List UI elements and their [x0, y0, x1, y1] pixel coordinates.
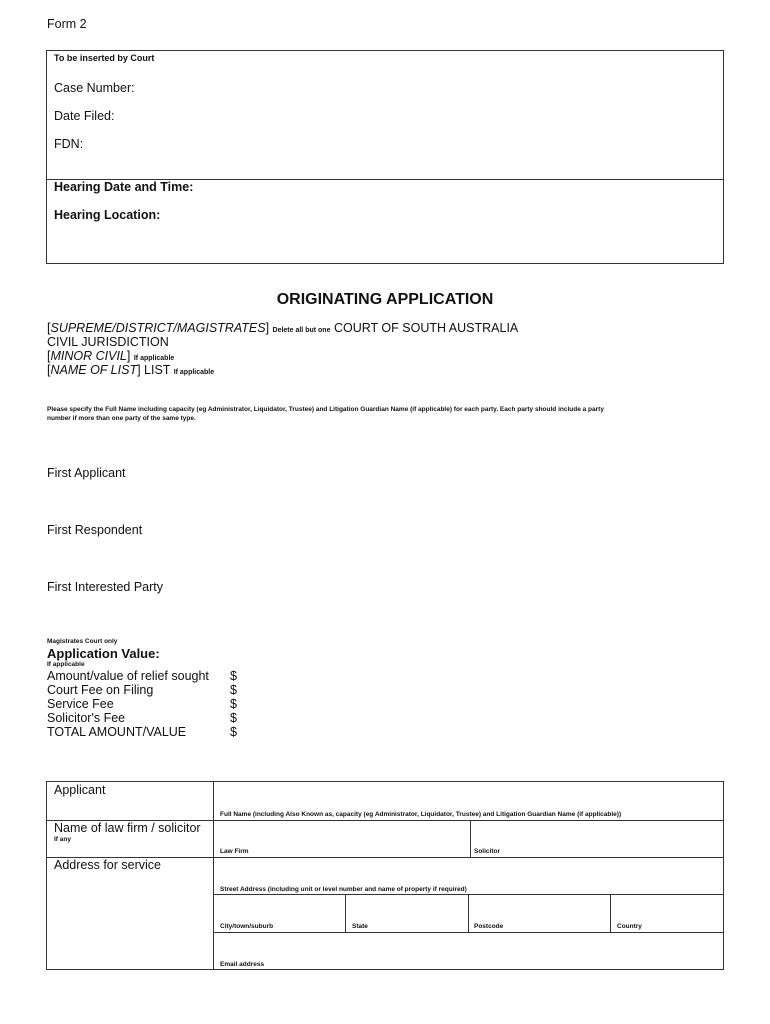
value-row-label: TOTAL AMOUNT/VALUE — [47, 725, 187, 739]
minor-civil-note: If applicable — [133, 355, 175, 362]
applicant-label: Applicant — [54, 783, 106, 797]
full-name-caption: Full Name (including Also Known as, capacity (eg Administrator, Liquidator, Trustee) and Litigation Guardian Name (if applicable)) — [220, 811, 622, 818]
court-options: SUPREME/DISTRICT/MAGISTRATES — [50, 321, 266, 335]
postcode-caption: Postcode — [474, 923, 504, 930]
magistrates-note: Magistrates Court only — [47, 638, 118, 645]
instructions-line-2: number if more than one party of the same type. — [47, 415, 196, 422]
value-row-label: Service Fee — [47, 697, 114, 711]
jurisdiction-line: CIVIL JURISDICTION — [47, 335, 169, 349]
law-firm-caption: Law Firm — [220, 848, 249, 855]
email-caption: Email address — [220, 961, 265, 968]
if-applicable-note: If applicable — [47, 661, 85, 668]
application-value-heading: Application Value: — [47, 646, 160, 661]
first-respondent-label: First Respondent — [47, 523, 143, 537]
address-for-service-label: Address for service — [54, 858, 161, 872]
value-row-currency: $ — [230, 725, 237, 739]
value-row-currency: $ — [230, 697, 237, 711]
email-field[interactable] — [214, 933, 723, 969]
value-row-currency: $ — [230, 683, 237, 697]
minor-civil: MINOR CIVIL — [50, 349, 127, 363]
list-line: [NAME OF LIST] LIST If applicable — [47, 363, 215, 377]
first-applicant-label: First Applicant — [47, 466, 126, 480]
hearing-location-label: Hearing Location: — [54, 208, 161, 222]
case-number-label: Case Number: — [54, 81, 135, 95]
country-caption: Country — [617, 923, 642, 930]
state-caption: State — [352, 923, 368, 930]
law-firm-label: Name of law firm / solicitor — [54, 821, 201, 835]
value-row-currency: $ — [230, 669, 237, 683]
court-name: COURT OF SOUTH AUSTRALIA — [333, 321, 519, 335]
value-row-currency: $ — [230, 711, 237, 725]
form-label: Form 2 — [47, 17, 87, 31]
value-row-label: Solicitor's Fee — [47, 711, 126, 725]
list-name: NAME OF LIST — [50, 363, 138, 377]
fdn-label: FDN: — [54, 137, 84, 151]
date-filed-label: Date Filed: — [54, 109, 115, 123]
city-caption: City/town/suburb — [220, 923, 274, 930]
if-any-note: If any — [54, 836, 71, 843]
list-note: If applicable — [173, 369, 215, 376]
street-address-caption: Street Address (including unit or level number and name of property if required) — [220, 886, 467, 893]
delete-note: Delete all but one — [272, 327, 331, 334]
hearing-date-label: Hearing Date and Time: — [54, 180, 194, 194]
court-box-header: To be inserted by Court — [54, 53, 155, 63]
law-firm-field[interactable] — [214, 821, 469, 856]
court-line-1: [SUPREME/DISTRICT/MAGISTRATES] Delete all but one COURT OF SOUTH AUSTRALIA — [47, 321, 519, 335]
minor-civil-line: [MINOR CIVIL] If applicable — [47, 349, 175, 363]
list-word: LIST — [144, 363, 171, 377]
instructions-line-1: Please specify the Full Name including capacity (eg Administrator, Liquidator, Trustee) and Litigation Guardian Name (if applicable) for each party. Each party should include a party — [47, 406, 604, 413]
page-title: ORIGINATING APPLICATION — [276, 291, 494, 308]
solicitor-caption: Solicitor — [474, 848, 501, 855]
first-interested-party-label: First Interested Party — [47, 580, 164, 594]
solicitor-field[interactable] — [471, 821, 723, 856]
value-row-label: Court Fee on Filing — [47, 683, 154, 697]
value-row-label: Amount/value of relief sought — [47, 669, 209, 683]
court-use-box — [46, 50, 724, 264]
